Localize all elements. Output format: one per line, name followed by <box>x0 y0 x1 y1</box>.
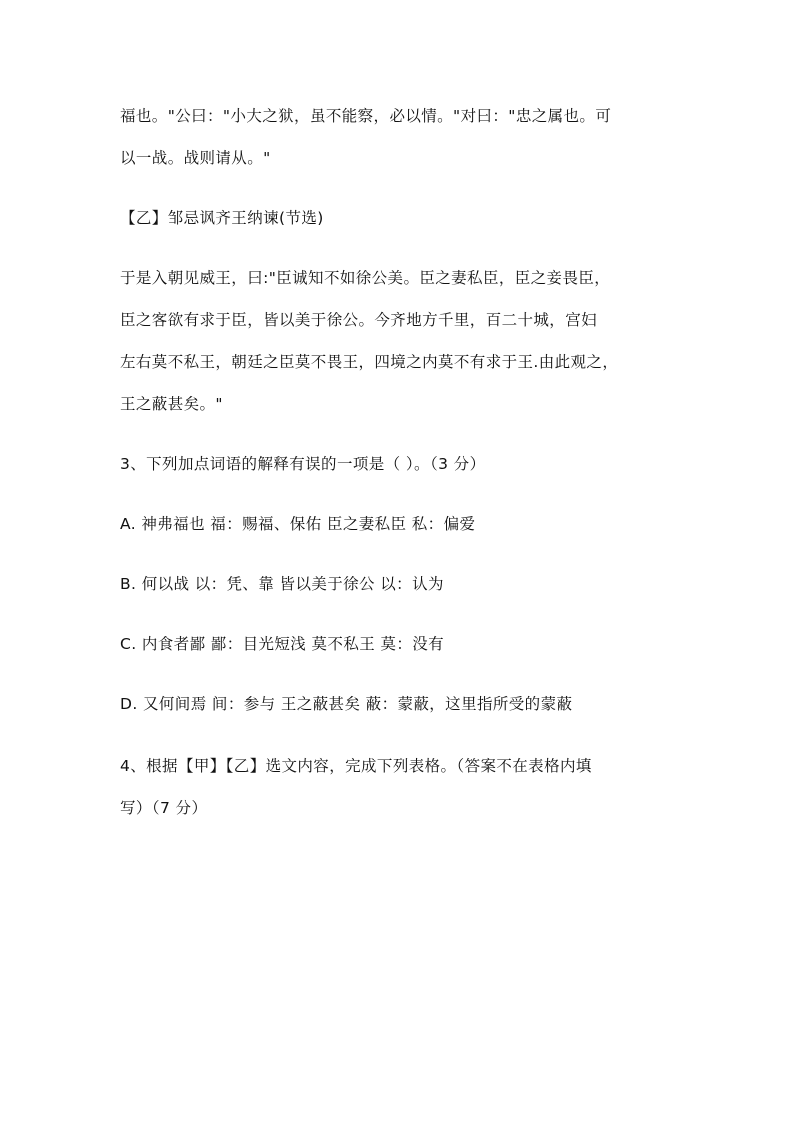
question4-line: 4、根据【甲】【乙】选文内容，完成下列表格。（答案不在表格内填 <box>120 757 592 775</box>
question3-option-c: C. 内食者鄙 鄙：目光短浅 莫不私王 莫：没有 <box>120 635 445 653</box>
passage-yi-line: 臣之客欲有求于臣，皆以美于徐公。今齐地方千里，百二十城，宫妇 <box>120 311 598 329</box>
passage-yi-line: 于是入朝见威王，曰:"臣诚知不如徐公美。臣之妻私臣，臣之妾畏臣， <box>120 269 611 287</box>
passage-yi-line: 王之蔽甚矣。" <box>120 395 223 413</box>
passage-yi-line: 左右莫不私王，朝廷之臣莫不畏王，四境之内莫不有求于王.由此观之， <box>120 353 619 371</box>
question3-option-a: A. 神弗福也 福：赐福、保佑 臣之妻私臣 私：偏爱 <box>120 515 476 533</box>
question3-stem: 3、下列加点词语的解释有误的一项是（ ）。（3 分） <box>120 455 486 473</box>
passage-yi-heading: 【乙】邹忌讽齐王纳谏(节选) <box>120 209 324 227</box>
passage-jia-line: 以一战。战则请从。" <box>120 149 271 167</box>
passage-jia-line: 福也。"公曰："小大之狱，虽不能察，必以情。"对曰："忠之属也。可 <box>120 107 612 125</box>
question4-line: 写）（7 分） <box>120 799 208 817</box>
question3-option-b: B. 何以战 以：凭、靠 皆以美于徐公 以：认为 <box>120 575 444 593</box>
question3-option-d: D. 又何间焉 间：参与 王之蔽甚矣 蔽：蒙蔽，这里指所受的蒙蔽 <box>120 695 573 713</box>
